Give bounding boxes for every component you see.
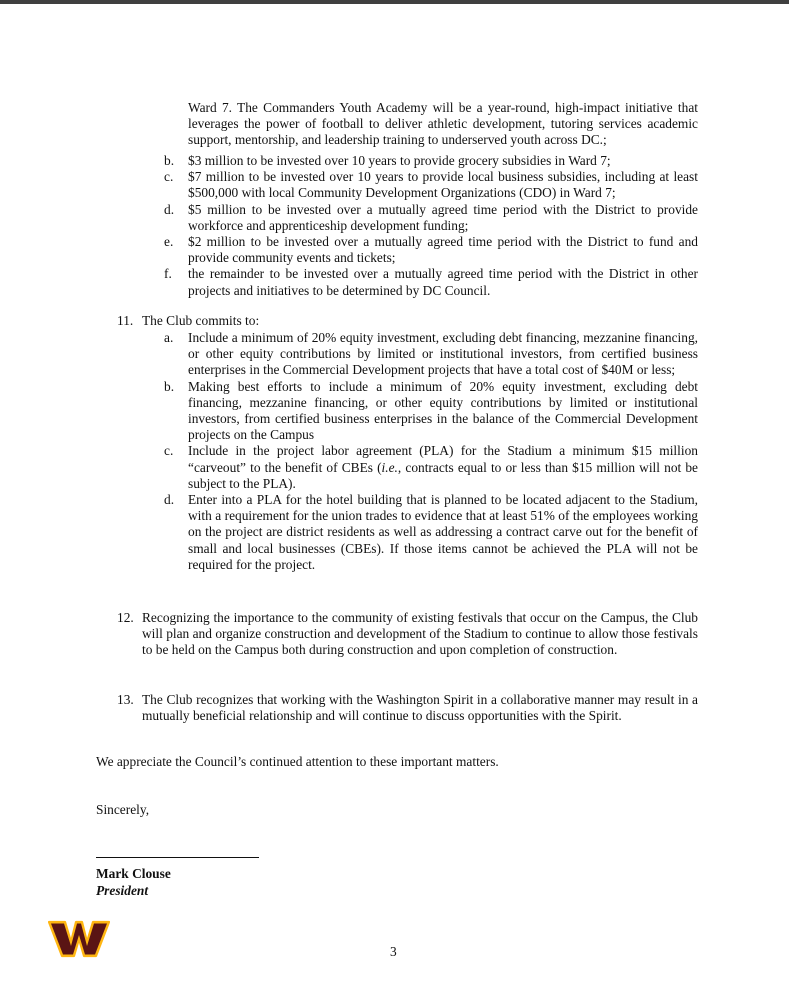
list-item-text: Include a minimum of 20% equity investment, excluding debt financing, mezzanine financing, or other equity contributions by limited or institutional investors, from certified business enterprises in the Commercial Development projects that have a total cost of $40M or less;: [188, 330, 698, 378]
list-marker: a.: [164, 330, 174, 345]
list-marker: d.: [164, 201, 175, 217]
list-marker: b.: [164, 153, 175, 168]
commitments-list: [0, 330, 789, 573]
document-page: [0, 4, 789, 1000]
signer-title: President: [96, 883, 149, 898]
section-text: Recognizing the importance to the community of existing festivals that occur on the Campus, the Club will plan and organize construction and development of the Stadium to continue to allow those festivals to be held on the Campus both during construction and upon completion of construction.: [142, 610, 698, 658]
list-marker: f.: [164, 266, 172, 282]
list-item-text: Include in the project labor agreement (PLA) for the Stadium a minimum $15 million “carveout” to the benefit of CBEs (i.e., contracts equal to or less than $15 million will not be subject to the PLA).: [188, 443, 698, 491]
list-item: [0, 330, 698, 379]
section-text: The Club recognizes that working with the Washington Spirit in a collaborative manner may result in a mutually beneficial relationship and will continue to discuss opportunities with the Spirit.: [142, 692, 698, 724]
page-number: 3: [390, 944, 397, 959]
section-lead: The Club commits to:: [142, 313, 260, 328]
salutation: Sincerely,: [96, 802, 150, 817]
list-item: [0, 379, 698, 444]
list-item: [0, 492, 698, 573]
list-marker: d.: [164, 492, 175, 508]
section-number: 12.: [117, 610, 134, 625]
list-item: [0, 266, 698, 298]
list-marker: c.: [164, 443, 174, 459]
list-marker: b.: [164, 378, 175, 394]
list-item-text: $5 million to be invested over a mutually agreed time period with the District to provide workforce and apprenticeship development funding;: [188, 201, 698, 233]
list-marker: e.: [164, 234, 174, 250]
signer-name: Mark Clouse: [96, 866, 171, 881]
list-item-text: $7 million to be invested over 10 years to provide local business subsidies, including at least $500,000 with local Community Development Organizations (CDO) in Ward 7;: [188, 169, 698, 201]
list-marker: c.: [164, 169, 174, 185]
list-item-text: Enter into a PLA for the hotel building that is planned to be located adjacent to the Stadium, with a requirement for the union trades to evidence that at least 51% of the employees working on the project are district residents as well as addressing a contract carve out for the benefit of small and local businesses (CBEs). If those items cannot be achieved the PLA will not be required for the project.: [188, 492, 698, 572]
section-number: 11.: [117, 313, 134, 328]
item-a-continuation: Ward 7. The Commanders Youth Academy will be a year-round, high-impact initiative that leverages the power of football to deliver athletic development, tutoring services academic support, mentorship, and leadership training to underserved youth across DC.;: [188, 100, 698, 148]
signature-line: [96, 857, 259, 858]
list-item: [0, 234, 698, 266]
list-item: [0, 443, 698, 492]
list-item-text: $3 million to be invested over 10 years to provide grocery subsidies in Ward 7;: [188, 153, 611, 168]
subsidy-list: [0, 153, 789, 299]
list-item-text: the remainder to be invested over a mutually agreed time period with the District in other projects and initiatives to be determined by DC Council.: [188, 266, 698, 298]
list-item-text: Making best efforts to include a minimum of 20% equity investment, excluding debt financing, mezzanine financing, or other equity contributions by limited or institutional investors, from certified business enterprises in the balance of the Commercial Development projects on the Campus: [188, 378, 698, 443]
list-item-text: $2 million to be invested over a mutually agreed time period with the District to fund and provide community events and tickets;: [188, 234, 698, 266]
list-item: [0, 202, 698, 234]
list-item: [0, 153, 698, 169]
commanders-w-logo-icon: [48, 920, 110, 958]
section-number: 13.: [117, 692, 134, 707]
closing-paragraph: We appreciate the Council’s continued attention to these important matters.: [96, 754, 499, 769]
list-item: [0, 169, 698, 201]
